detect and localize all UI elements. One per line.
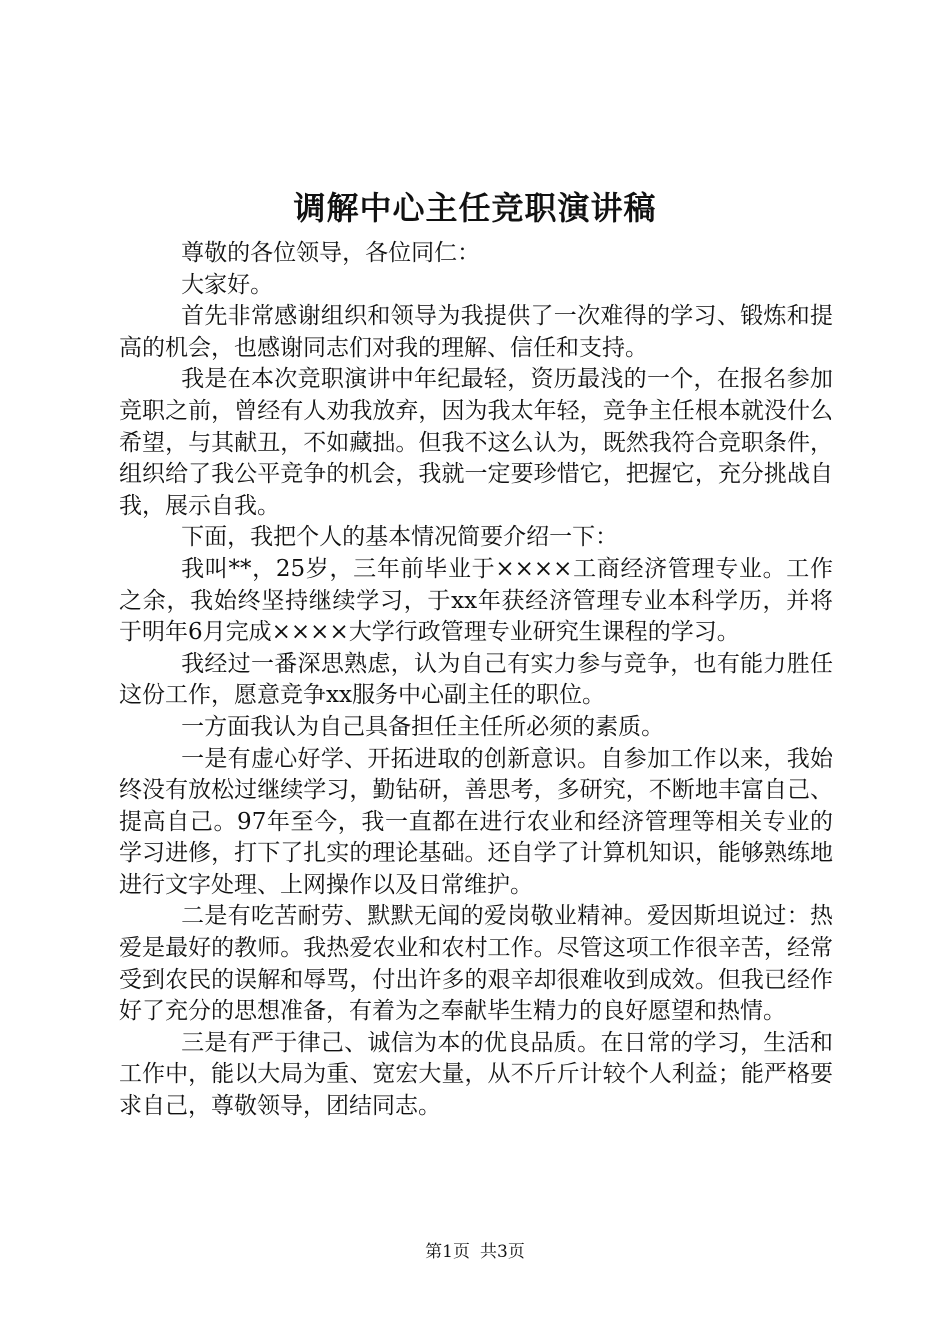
document-body: [119, 238, 833, 1123]
page-footer: [0, 1240, 950, 1264]
paragraph-decision: 我经过一番深思熟虑，认为自己有实力参与竞争，也有能力胜任这份工作，愿意竞争xx服务中心副主任的职位。: [119, 650, 833, 709]
paragraph-qualities-lead: 一方面我认为自己具备担任主任所必须的素质。: [181, 713, 665, 740]
paragraph-background: 我叫**，25岁，三年前毕业于××××工商经济管理专业。工作之余，我始终坚持继续学习，于xx年获经济管理专业本科学历，并将于明年6月完成××××大学行政管理专业研究生课程的学习。: [119, 555, 833, 646]
document-title: 调解中心主任竞职演讲稿: [293, 189, 657, 227]
page-number: 第1页: [425, 1242, 470, 1262]
paragraph-quality-one: 一是有虚心好学、开拓进取的创新意识。自参加工作以来，我始终没有放松过继续学习，勤钻研，善思考，多研究，不断地丰富自己、提高自己。97年至今，我一直都在进行农业和经济管理等相关专业的学习进修，打下了扎实的理论基础。还自学了计算机知识，能够熟练地进行文字处理、上网操作以及日常维护。: [119, 745, 833, 898]
paragraph-salutation: 尊敬的各位领导，各位同仁：: [181, 240, 481, 266]
paragraph-intro-lead: 下面，我把个人的基本情况简要介绍一下：: [181, 524, 619, 551]
paragraph-quality-two: 二是有吃苦耐劳、默默无闻的爱岗敬业精神。爱因斯坦说过：热爱是最好的教师。我热爱农业和农村工作。尽管这项工作很辛苦，经常受到农民的误解和辱骂，付出许多的艰辛却很难收到成效。但我已经作好了充分的思想准备，有着为之奉献毕生精力的良好愿望和热情。: [119, 903, 833, 1025]
paragraph-thanks: 首先非常感谢组织和领导为我提供了一次难得的学习、锻炼和提高的机会，也感谢同志们对我的理解、信任和支持。: [119, 303, 833, 361]
paragraph-motivation: 我是在本次竞职演讲中年纪最轻，资历最浅的一个，在报名参加竞职之前，曾经有人劝我放弃，因为我太年轻，竞争主任根本就没什么希望，与其献丑，不如藏拙。但我不这么认为，既然我符合竞职条件，组织给了我公平竞争的机会，我就一定要珍惜它，把握它，充分挑战自我，展示自我。: [119, 366, 833, 519]
paragraph-quality-three: 三是有严于律己、诚信为本的优良品质。在日常的学习，生活和工作中，能以大局为重、宽宏大量，从不斤斤计较个人利益；能严格要求自己，尊敬领导，团结同志。: [119, 1029, 833, 1120]
page-total: 共3页: [480, 1242, 525, 1262]
paragraph-greeting: 大家好。: [181, 271, 274, 298]
